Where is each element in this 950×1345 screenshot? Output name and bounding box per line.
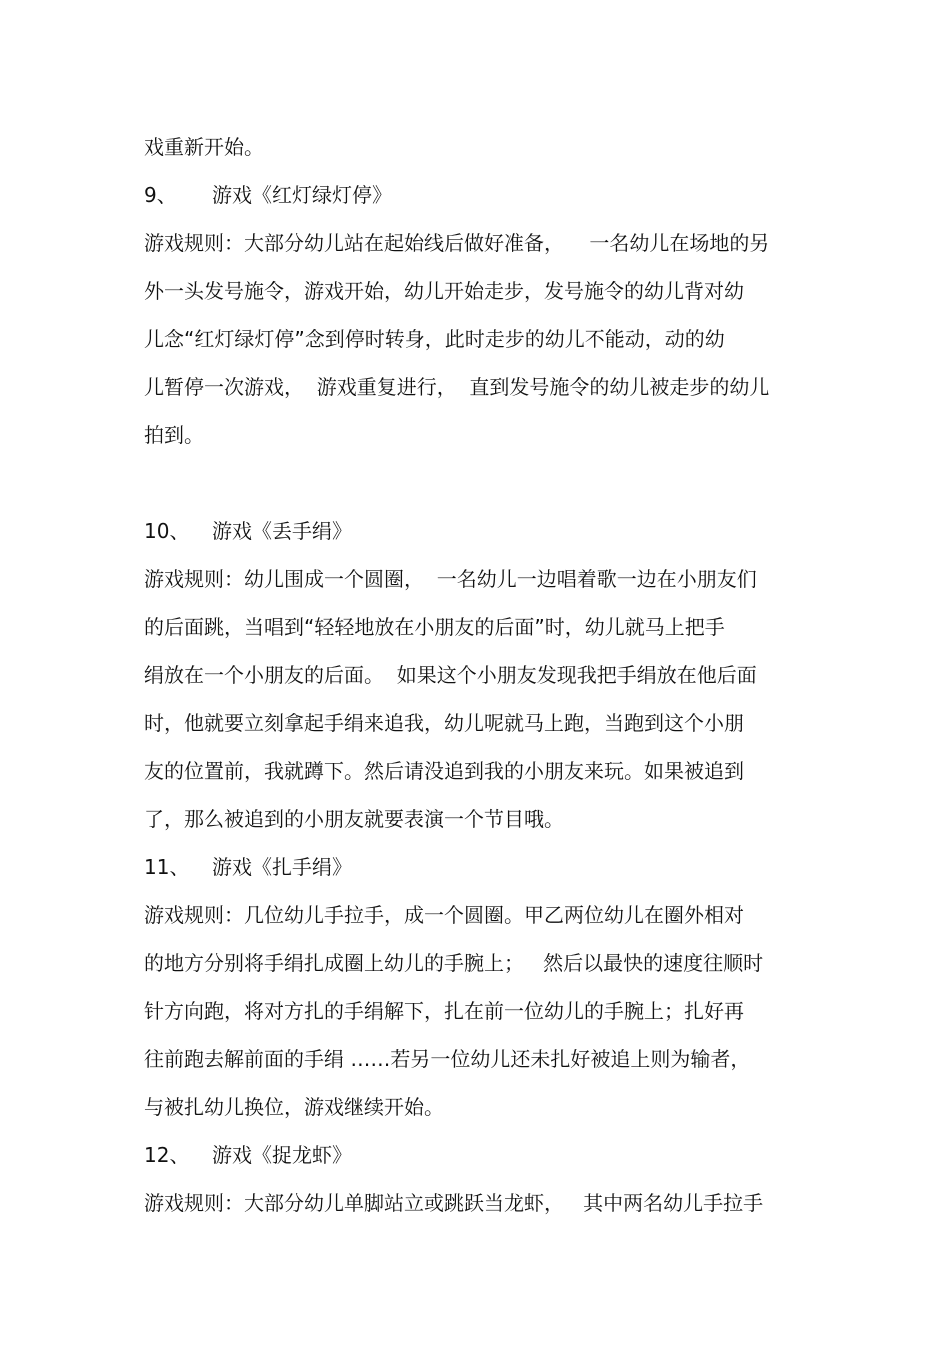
text-line: 儿念“红灯绿灯停”念到停时转身，此时走步的幼儿不能动，动的幼 — [144, 327, 725, 351]
text-line: 戏重新开始。 — [144, 135, 264, 159]
section-heading-9 — [144, 182, 392, 208]
text-line: 了，那么被追到的小朋友就要表演一个节目哦。 — [144, 807, 564, 831]
text-line: 的地方分别将手绢扎成圈上幼儿的手腕上； 然后以最快的速度往顺时 — [144, 951, 764, 975]
text-line: 外一头发号施令，游戏开始，幼儿开始走步，发号施令的幼儿背对幼 — [144, 279, 744, 303]
text-line: 绢放在一个小朋友的后面。 如果这个小朋友发现我把手绢放在他后面 — [144, 663, 757, 687]
section-title: 游戏《捉龙虾》 — [212, 1143, 352, 1167]
text-line: 友的位置前，我就蹲下。然后请没追到我的小朋友来玩。如果被追到 — [144, 759, 744, 783]
text-line: 针方向跑，将对方扎的手绢解下，扎在前一位幼儿的手腕上；扎好再 — [144, 999, 744, 1023]
text-line: 游戏规则：几位幼儿手拉手，成一个圆圈。甲乙两位幼儿在圈外相对 — [144, 903, 744, 927]
section-heading-12 — [144, 1142, 352, 1168]
text-line: 游戏规则：大部分幼儿站在起始线后做好准备， 一名幼儿在场地的另 — [144, 231, 770, 255]
text-line: 与被扎幼儿换位，游戏继续开始。 — [144, 1095, 444, 1119]
section-number: 11、 — [144, 855, 190, 879]
section-title: 游戏《扎手绢》 — [212, 855, 352, 879]
text-line: 游戏规则：幼儿围成一个圆圈， 一名幼儿一边唱着歌一边在小朋友们 — [144, 567, 757, 591]
section-number: 12、 — [144, 1143, 190, 1167]
text-line: 游戏规则：大部分幼儿单脚站立或跳跃当龙虾， 其中两名幼儿手拉手 — [144, 1191, 764, 1215]
section-number: 9、 — [144, 183, 177, 207]
section-heading-11 — [144, 854, 352, 880]
text-line: 的后面跳，当唱到“轻轻地放在小朋友的后面”时，幼儿就马上把手 — [144, 615, 725, 639]
text-line: 往前跑去解前面的手绢 ……若另一位幼儿还未扎好被追上则为输者， — [144, 1047, 751, 1071]
section-heading-10 — [144, 518, 352, 544]
text-line: 时，他就要立刻拿起手绢来追我，幼儿呢就马上跑，当跑到这个小朋 — [144, 711, 744, 735]
text-line: 儿暂停一次游戏， 游戏重复进行， 直到发号施令的幼儿被走步的幼儿 — [144, 375, 770, 399]
text-line: 拍到。 — [144, 423, 204, 447]
section-title: 游戏《红灯绿灯停》 — [212, 183, 392, 207]
section-number: 10、 — [144, 519, 190, 543]
section-title: 游戏《丢手绢》 — [212, 519, 352, 543]
